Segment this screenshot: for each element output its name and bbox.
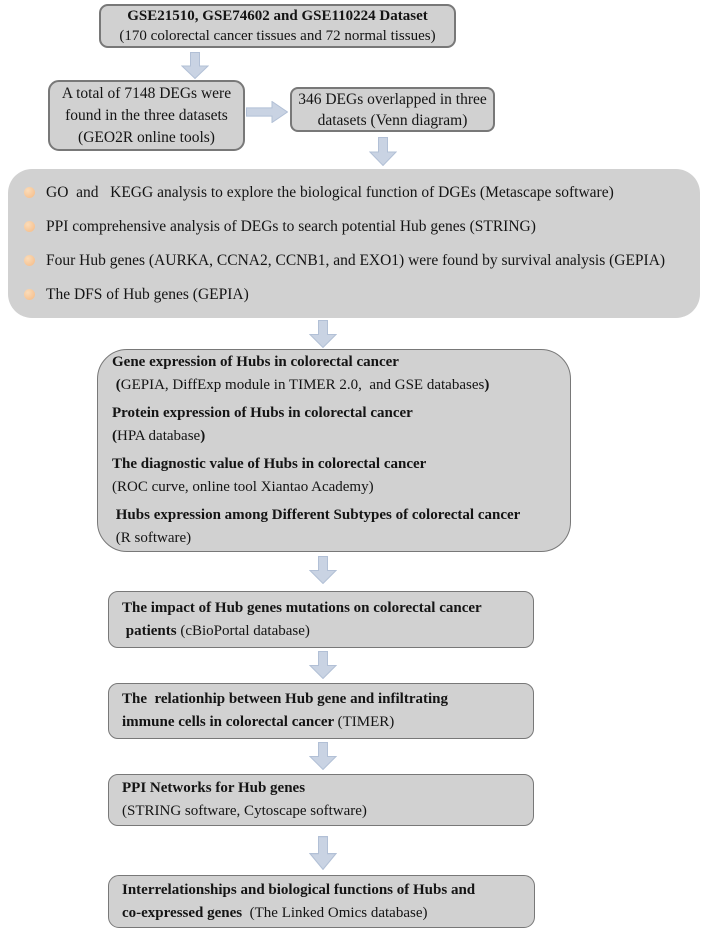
analysis-bullet-row <box>24 210 692 244</box>
mutations-line: The impact of Hub genes mutations on colorectal cancer <box>122 599 482 616</box>
mutations-box <box>108 591 534 648</box>
hub-line: (HPA database) <box>112 428 206 444</box>
immune-line: The relationhip between Hub gene and infiltrating <box>122 691 449 707</box>
hub-line: Protein expression of Hubs in colorectal cancer <box>112 405 413 421</box>
analysis-bullet-row <box>24 244 692 278</box>
ppi-line: PPI Networks for Hub genes <box>122 780 306 796</box>
analysis-bullet-row <box>24 278 692 312</box>
datasets-box <box>99 4 456 48</box>
ppi-networks-box <box>108 774 534 826</box>
degs-line-1: A total of 7148 DEGs were <box>61 84 232 102</box>
right-arrow <box>246 101 288 123</box>
bullet-dot-icon <box>24 289 35 300</box>
down-arrow-5 <box>309 651 337 679</box>
hub-line: The diagnostic value of Hubs in colorectal cancer <box>112 456 427 472</box>
bullet-dot-icon <box>24 221 35 232</box>
final-line: Interrelationships and biological functions of Hubs and <box>122 881 476 898</box>
down-arrow-6 <box>309 742 337 770</box>
down-arrow-3 <box>309 320 337 348</box>
bullet-dot-icon <box>24 255 35 266</box>
degs-line-3: (GEO2R online tools) <box>78 128 215 146</box>
overlap-box <box>290 87 495 132</box>
hub-line: Hubs expression among Different Subtypes of colorectal cancer <box>112 507 521 523</box>
analysis-bullet-row <box>24 176 692 210</box>
hub-line: (ROC curve, online tool Xiantao Academy) <box>112 479 374 495</box>
overlap-line-2: datasets (Venn diagram) <box>317 111 468 129</box>
bullet-dot-icon <box>24 187 35 198</box>
final-line: co-expressed genes (The Linked Omics database) <box>122 904 428 921</box>
ppi-line: (STRING software, Cytoscape software) <box>122 803 367 819</box>
mutations-line: patients (cBioPortal database) <box>122 622 310 639</box>
interrelationships-box <box>108 875 535 928</box>
datasets-title: GSE21510, GSE74602 and GSE110224 Dataset <box>127 7 428 24</box>
hub-line: (R software) <box>112 530 192 546</box>
hub-line: Gene expression of Hubs in colorectal cancer <box>112 354 399 370</box>
analysis-bullet-text: Four Hub genes (AURKA, CCNA2, CCNB1, and EXO1) were found by survival analysis (GEPIA) <box>46 251 666 269</box>
hub-expression-box <box>97 349 571 552</box>
degs-line-2: found in the three datasets <box>65 106 228 124</box>
degs-box <box>48 80 245 151</box>
hub-line: (GEPIA, DiffExp module in TIMER 2.0, and GSE databases) <box>112 377 490 393</box>
down-arrow-4 <box>309 556 337 584</box>
analysis-bullet-text: The DFS of Hub genes (GEPIA) <box>46 285 249 303</box>
down-arrow-7 <box>309 836 337 870</box>
immune-line: immune cells in colorectal cancer (TIMER) <box>122 714 395 730</box>
down-arrow-1 <box>181 52 209 79</box>
analysis-box <box>8 169 700 318</box>
analysis-bullet-text: GO and KEGG analysis to explore the biological function of DGEs (Metascape software) <box>46 183 614 201</box>
analysis-bullet-text: PPI comprehensive analysis of DEGs to search potential Hub genes (STRING) <box>46 217 536 235</box>
datasets-subtitle: (170 colorectal cancer tissues and 72 normal tissues) <box>119 28 436 44</box>
overlap-line-1: 346 DEGs overlapped in three <box>298 90 487 108</box>
down-arrow-2 <box>369 137 397 166</box>
immune-box <box>108 683 534 739</box>
